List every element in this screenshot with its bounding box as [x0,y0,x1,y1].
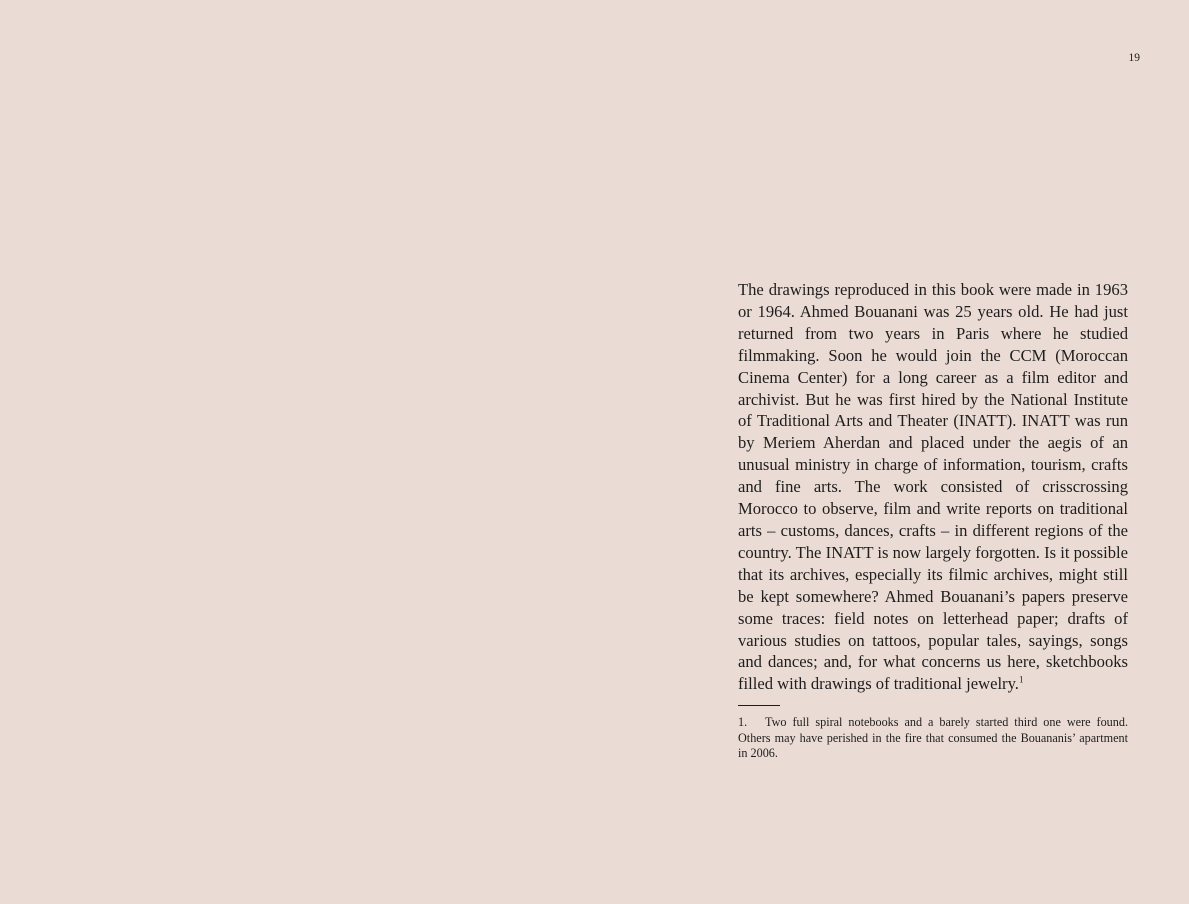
footnote-number: 1. [738,715,748,730]
footnote-divider [738,705,780,706]
footnote-reference: 1 [1018,674,1024,685]
page-number: 19 [1128,52,1140,64]
footnote-text: Two full spiral notebooks and a barely started third one were found. Others may have perished in the fire that consumed the Bouananis’ apartment in 2006. [738,715,1128,760]
body-paragraph [738,279,1128,695]
text-column [738,279,1128,761]
body-paragraph-text: The drawings reproduced in this book were made in 1963 or 1964. Ahmed Bouanani was 25 years old. He had just returned from two years in Paris where he studied filmmaking. Soon he would join the CCM (Moroccan Cinema Center) for a long career as a film editor and archivist. But he was first hired by the National Institute of Traditional Arts and Theater (INATT). INATT was run by Meriem Aherdan and placed under the aegis of an unusual ministry in charge of information, tourism, crafts and fine arts. The work consisted of crisscrossing Morocco to observe, film and write reports on traditional arts – customs, dances, crafts – in different regions of the country. The INATT is now largely forgotten. Is it possible that its archives, especially its filmic archives, might still be kept somewhere? Ahmed Bouanani’s papers preserve some traces: field notes on letterhead paper; drafts of various studies on tattoos, popular tales, sayings, songs and dances; and, for what concerns us here, sketchbooks filled with drawings of traditional jewelry. [738,280,1128,694]
footnote [738,715,1128,761]
